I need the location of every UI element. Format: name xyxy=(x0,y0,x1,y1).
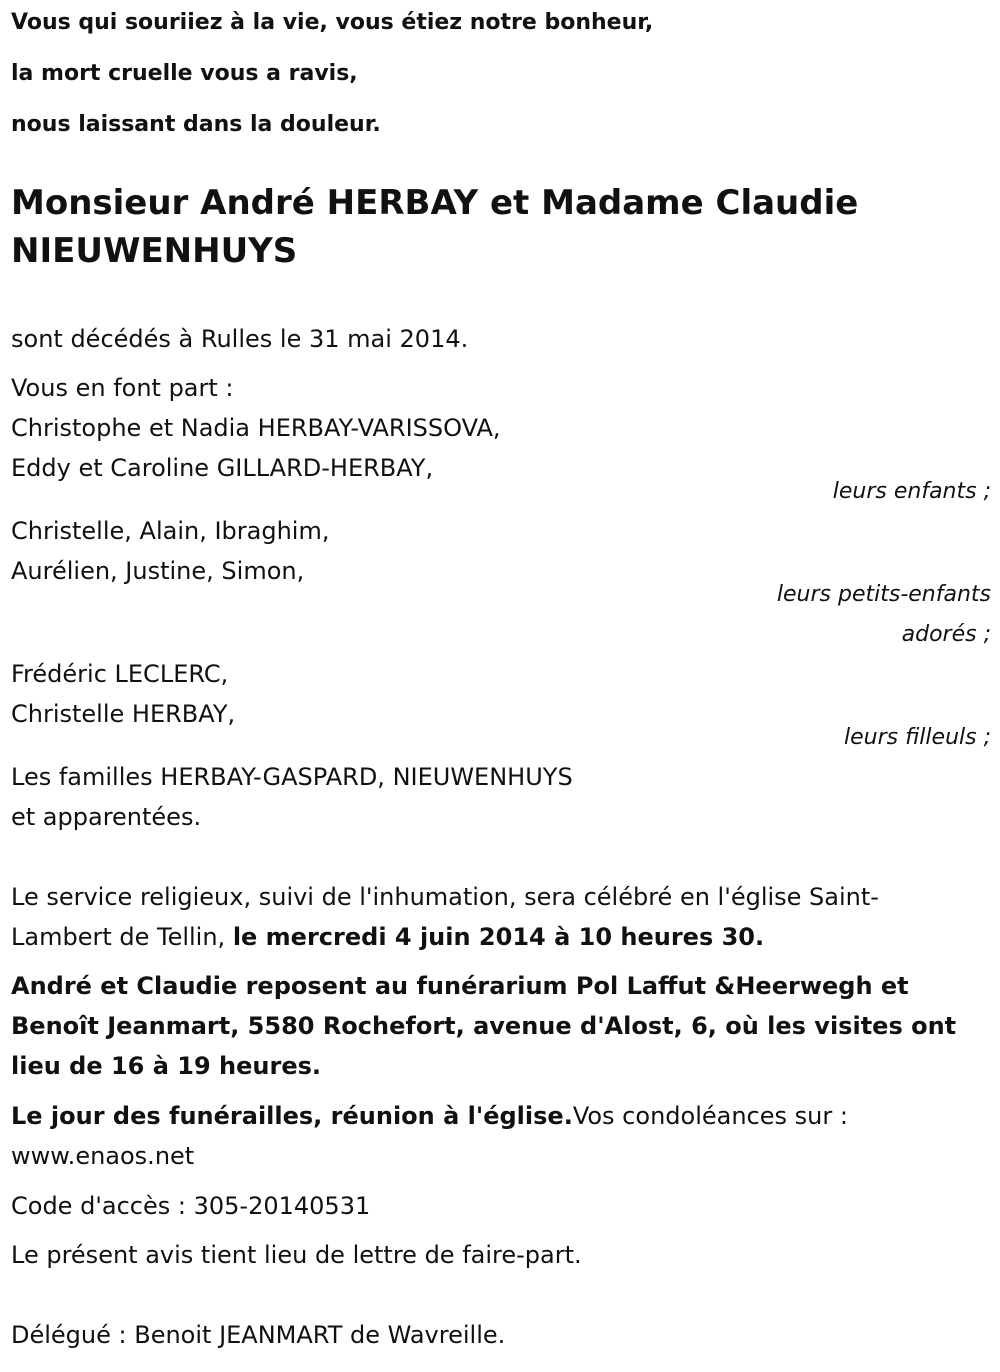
children-name-2: Eddy et Caroline GILLARD-HERBAY, xyxy=(11,454,434,482)
grandchildren-role-1: leurs petits-enfants xyxy=(776,582,991,607)
children-role: leurs enfants ; xyxy=(832,479,991,504)
poem-line-3: nous laissant dans la douleur. xyxy=(11,112,381,137)
funeral-day-line xyxy=(11,1102,848,1130)
grandchildren-name-1: Christelle, Alain, Ibraghim, xyxy=(11,517,330,545)
godchildren-name-1: Frédéric LECLERC, xyxy=(11,660,229,688)
delegate-text: Délégué : Benoit JEANMART de Wavreille. xyxy=(11,1321,506,1349)
funerarium-line-3: lieu de 16 à 19 heures. xyxy=(11,1052,322,1080)
funerarium-line-1: André et Claudie reposent au funérarium Pol Laffut &Heerwegh et xyxy=(11,972,909,1000)
condolences-text: Vos condoléances sur : xyxy=(572,1102,848,1130)
families-line-2: et apparentées. xyxy=(11,803,202,831)
service-line-2 xyxy=(11,923,764,951)
grandchildren-role-2: adorés ; xyxy=(901,622,991,647)
access-code: Code d'accès : 305-20140531 xyxy=(11,1192,371,1220)
poem-line-2: la mort cruelle vous a ravis, xyxy=(11,61,358,86)
service-line-1: Le service religieux, suivi de l'inhumation, sera célébré en l'église Saint- xyxy=(11,883,879,911)
poem-line-1: Vous qui souriiez à la vie, vous étiez notre bonheur, xyxy=(11,10,654,35)
title-line-2: NIEUWENHUYS xyxy=(11,231,298,271)
grandchildren-name-2: Aurélien, Justine, Simon, xyxy=(11,557,305,585)
title-line-1: Monsieur André HERBAY et Madame Claudie xyxy=(11,183,859,223)
notice-text: Le présent avis tient lieu de lettre de faire-part. xyxy=(11,1241,582,1269)
godchildren-role: leurs filleuls ; xyxy=(844,725,991,750)
godchildren-name-2: Christelle HERBAY, xyxy=(11,700,236,728)
children-name-1: Christophe et Nadia HERBAY-VARISSOVA, xyxy=(11,414,501,442)
announce: Vous en font part : xyxy=(11,374,234,402)
death-notice: sont décédés à Rulles le 31 mai 2014. xyxy=(11,325,469,353)
service-datetime: le mercredi 4 juin 2014 à 10 heures 30. xyxy=(232,923,765,951)
website-link[interactable]: www.enaos.net xyxy=(11,1142,195,1170)
funerarium-line-2: Benoît Jeanmart, 5580 Rochefort, avenue d'Alost, 6, où les visites ont xyxy=(11,1012,957,1040)
families-line-1: Les familles HERBAY-GASPARD, NIEUWENHUYS xyxy=(11,763,573,791)
service-location: Lambert de Tellin, xyxy=(11,923,233,951)
funeral-day-meeting: Le jour des funérailles, réunion à l'église. xyxy=(11,1102,573,1130)
